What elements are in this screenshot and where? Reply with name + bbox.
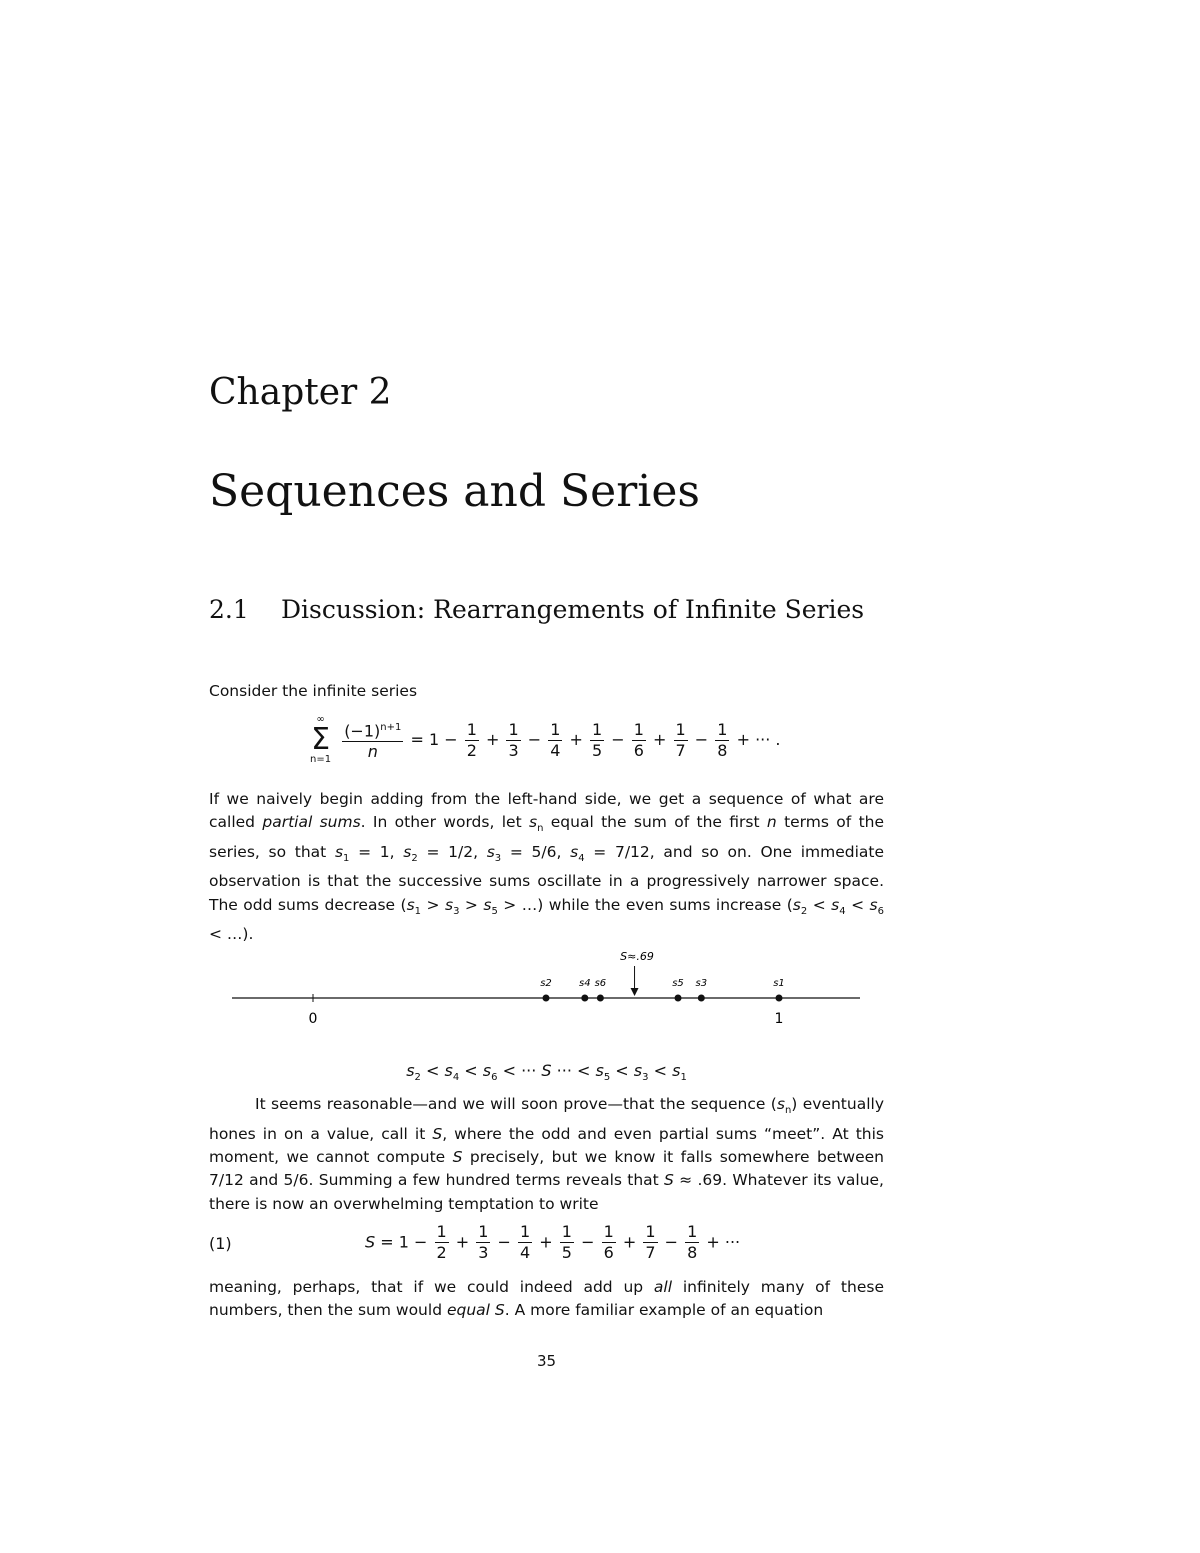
section-number: 2.1 [209, 595, 249, 624]
sum-symbol: ∞ Σ n=1 [310, 714, 332, 765]
point-s2 [543, 995, 550, 1002]
point-label-s4: s4 [579, 978, 591, 989]
point-label-s5: s5 [672, 978, 684, 989]
point-s3 [698, 995, 705, 1002]
point-label-s3: s3 [695, 978, 708, 989]
ordering-caption: $s_2 < s_4 < s_6$ < ··· S ··· < $s_5 < s_3 < s_1$ [406, 1061, 687, 1084]
point-label-s1: s1 [773, 978, 785, 989]
point-s6 [597, 995, 604, 1002]
point-s4 [581, 995, 588, 1002]
s-approx-label: S≈.69 [620, 950, 654, 963]
point-label-s2: s2 [540, 978, 552, 989]
chapter-title: Sequences and Series [209, 466, 700, 517]
point-s1 [776, 995, 783, 1002]
paragraph-meaning: meaning, perhaps, that if we could indeed add up all infinitely many of these numbers, then the sum would equal S. A more familiar example of an equation [209, 1278, 884, 1320]
chapter-label: Chapter 2 [209, 372, 392, 413]
tick-zero-label: 0 [308, 1011, 318, 1027]
point-label-s6: s6 [594, 978, 607, 989]
paragraph-partial-sums: If we naively begin adding from the left-hand side, we get a sequence of what are called partial sums. In other words, let $s_n$ equal the sum of the first n terms of the series, so that $s_1 = 1$, $s_2 = 1/2$, $s_3 = 5/6$, $s_4 = 7/12$, and so on. One immediate observation is that the successive sums oscillate in a progressively narrower space. The odd sums decrease ($s_1 > s_3 > s_5$ > …) while the even sums increase ($s_2 < s_4 < s_6$ < …). [209, 790, 885, 944]
series-term-fraction: $\frac{(-1)^{n+1}}{n}$ [344, 721, 402, 762]
s-arrow-head [631, 988, 639, 996]
tick-one-label: 1 [774, 1011, 784, 1027]
page-number: 35 [536, 1352, 557, 1370]
number-line-diagram [0, 940, 1200, 1040]
intro-text: Consider the infinite series [209, 682, 418, 700]
paragraph-convergence: It seems reasonable—and we will soon prove—that the sequence $(s_n)$ eventually hones in on a value, call it S, where the odd and even partial sums “meet”. At this moment, we cannot compute S precisely, but we know it falls somewhere between 7/12 and 5/6. Summing a few hundred terms reveals that S ≈ .69. Whatever its value, there is now an overwhelming temptation to write [209, 1095, 884, 1213]
series-equation: ∞ Σ n=1 $\frac{(-1)^{n+1}}{n}$ = 1 − $\frac{1}{2}$ + $\frac{1}{3}$ − $\frac{1}{4}$ + $\frac{1}{5}$ − $\frac{1}{6}$ + $\frac{1}{7}$ − $\frac{1}{8}$ + ··· . [310, 714, 781, 765]
equation-number: (1) [209, 1234, 232, 1253]
point-s5 [675, 995, 682, 1002]
section-title: Discussion: Rearrangements of Infinite Series [281, 595, 865, 624]
equation-one: S = 1 − $\frac{1}{2}$ + $\frac{1}{3}$ − $\frac{1}{4}$ + $\frac{1}{5}$ − $\frac{1}{6}$ + $\frac{1}{7}$ − $\frac{1}{8}$ + ··· [365, 1222, 741, 1262]
